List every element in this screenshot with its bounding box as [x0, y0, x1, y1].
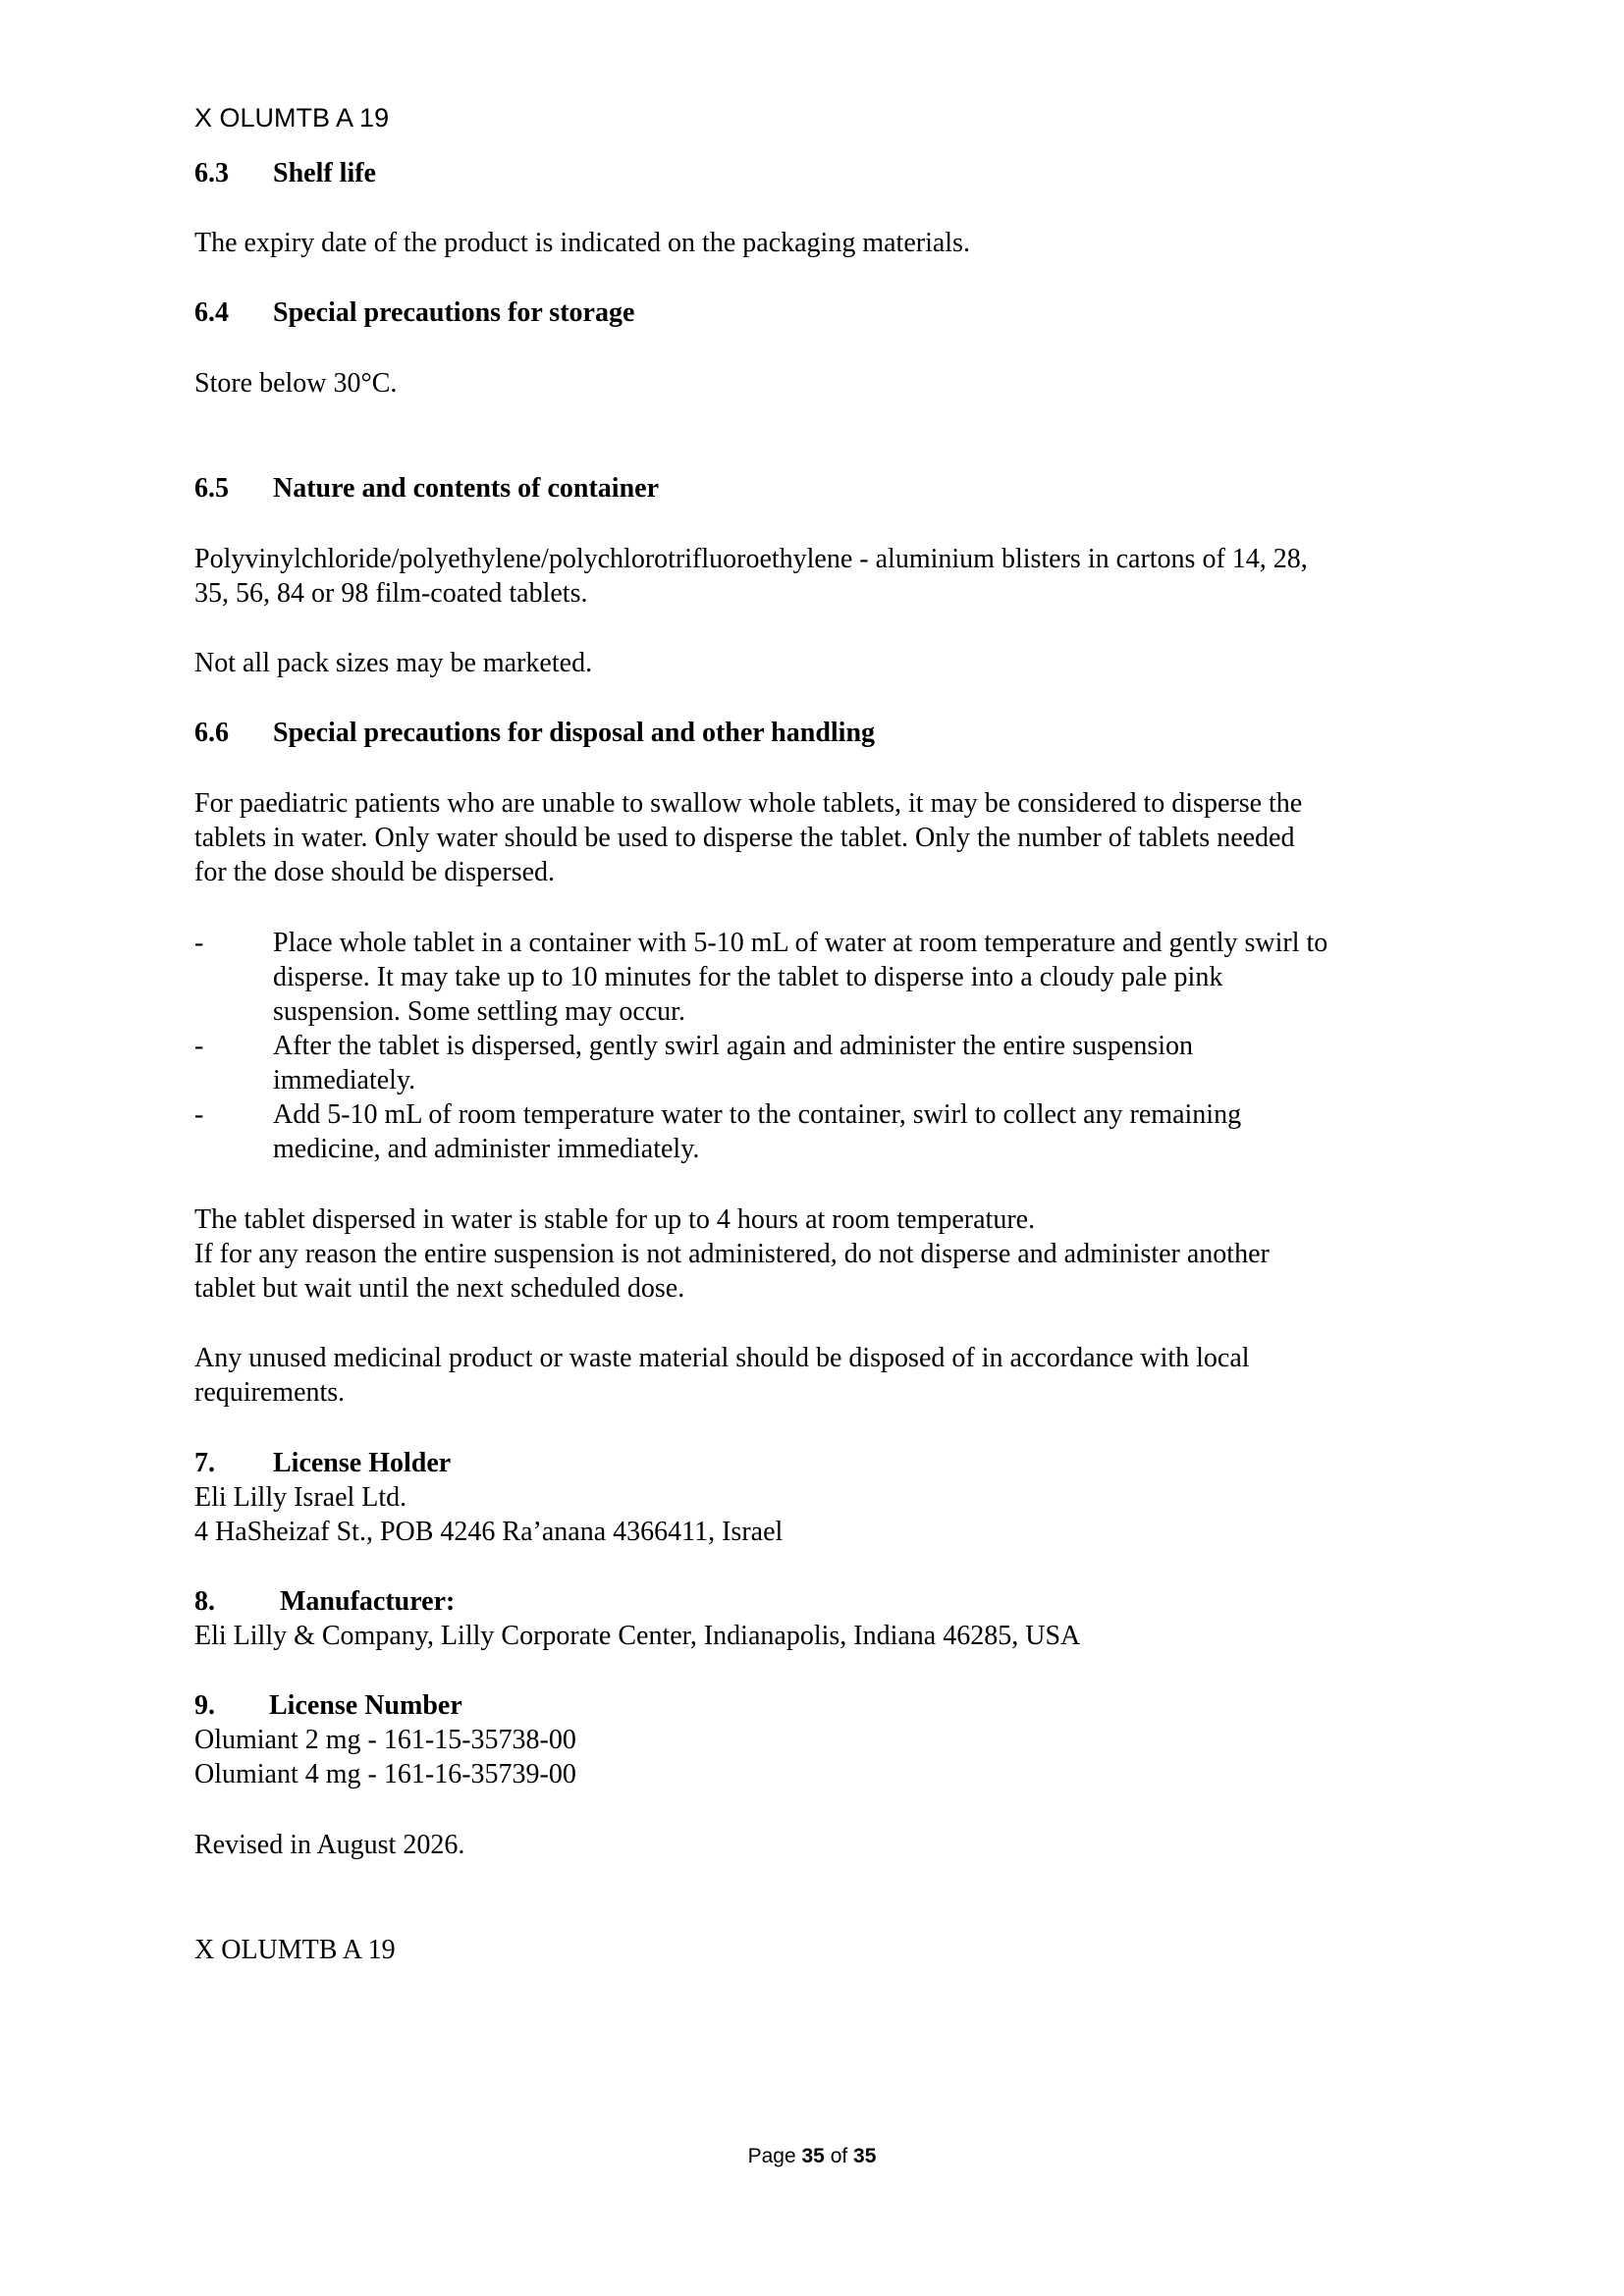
text-line: disperse. It may take up to 10 minutes for the tablet to disperse into a cloudy pale pink	[273, 962, 1223, 992]
text-line: For paediatric patients who are unable to swallow whole tablets, it may be considered to disperse the	[194, 788, 1303, 819]
text-line: Eli Lilly Israel Ltd.	[194, 1482, 407, 1513]
license-number-details	[194, 1723, 576, 1791]
bullet-dash: -	[194, 1031, 204, 1061]
section-number: 6.6	[194, 718, 229, 748]
text-line: tablet but wait until the next scheduled dose.	[194, 1273, 685, 1304]
text-line: Eli Lilly & Company, Lilly Corporate Center, Indianapolis, Indiana 46285, USA	[194, 1621, 1081, 1651]
stability-text	[194, 1202, 1270, 1306]
section-8-heading	[194, 1584, 456, 1619]
section-number: 6.4	[194, 297, 229, 328]
total-pages: 35	[853, 2145, 877, 2167]
section-number: 8.	[194, 1586, 215, 1617]
text-line: suspension. Some settling may occur.	[273, 996, 685, 1027]
section-title: Shelf life	[273, 158, 376, 188]
section-number: 7.	[194, 1448, 215, 1478]
container-description	[194, 542, 1308, 611]
page-prefix: Page	[747, 2145, 796, 2167]
disposal-text	[194, 1341, 1250, 1410]
section-title: Special precautions for storage	[273, 297, 635, 328]
bullet-dash: -	[194, 928, 204, 958]
text-line: 35, 56, 84 or 98 film-coated tablets.	[194, 578, 588, 609]
shelf-life-text: The expiry date of the product is indicated on the packaging materials.	[194, 228, 970, 258]
text-line: Olumiant 2 mg - 161-15-35738-00	[194, 1725, 576, 1755]
section-6-5-heading	[194, 471, 660, 506]
section-6-6-heading	[194, 716, 876, 750]
paediatric-intro	[194, 786, 1302, 889]
text-line: for the dose should be dispersed.	[194, 857, 556, 887]
list-item	[194, 1097, 1441, 1166]
section-title: Manufacturer:	[280, 1586, 456, 1617]
section-number: 6.5	[194, 473, 229, 504]
section-title: License Holder	[273, 1448, 452, 1478]
section-number: 6.3	[194, 158, 229, 188]
text-line: immediately.	[273, 1065, 416, 1095]
pack-size-note: Not all pack sizes may be marketed.	[194, 648, 593, 678]
text-line: After the tablet is dispersed, gently swirl again and administer the entire suspension	[273, 1031, 1193, 1061]
text-line: Add 5-10 mL of room temperature water to the container, swirl to collect any remaining	[273, 1099, 1242, 1130]
text-line: The tablet dispersed in water is stable for up to 4 hours at room temperature.	[194, 1204, 1036, 1235]
list-item	[194, 1029, 1441, 1097]
text-line: Place whole tablet in a container with 5-10 mL of water at room temperature and gently swirl to	[273, 928, 1328, 958]
document-code-footer: X OLUMTB A 19	[194, 1935, 396, 1965]
text-line: Olumiant 4 mg - 161-16-35739-00	[194, 1759, 576, 1789]
page-of: of	[830, 2145, 848, 2167]
storage-text: Store below 30°C.	[194, 368, 398, 399]
manufacturer-details	[194, 1619, 1080, 1653]
text-line: 4 HaSheizaf St., POB 4246 Ra’anana 4366411, Israel	[194, 1517, 784, 1547]
page-number-footer	[0, 2143, 1624, 2170]
section-title: License Number	[269, 1690, 462, 1721]
text-line: medicine, and administer immediately.	[273, 1134, 700, 1164]
text-line: If for any reason the entire suspension is not administered, do not disperse and administer another	[194, 1239, 1270, 1269]
section-6-4-heading	[194, 295, 635, 330]
section-7-heading	[194, 1446, 452, 1480]
license-holder-details	[194, 1480, 783, 1549]
text-line: Polyvinylchloride/polyethylene/polychlorotrifluoroethylene - aluminium blisters in cartons of 14, 28,	[194, 544, 1308, 574]
section-title: Special precautions for disposal and other handling	[273, 718, 876, 748]
text-line: requirements.	[194, 1377, 346, 1408]
section-number: 9.	[194, 1690, 215, 1721]
revision-date: Revised in August 2026.	[194, 1830, 465, 1860]
bullet-dash: -	[194, 1099, 204, 1130]
text-line: Any unused medicinal product or waste material should be disposed of in accordance with local	[194, 1343, 1250, 1373]
list-item	[194, 926, 1441, 1029]
section-9-heading	[194, 1688, 462, 1723]
text-line: tablets in water. Only water should be used to disperse the tablet. Only the number of tablets needed	[194, 823, 1295, 853]
section-6-3-heading	[194, 156, 376, 190]
dispersion-steps-list	[194, 926, 1441, 1166]
current-page: 35	[801, 2145, 825, 2167]
document-code-header: X OLUMTB A 19	[194, 103, 390, 133]
section-title: Nature and contents of container	[273, 473, 660, 504]
